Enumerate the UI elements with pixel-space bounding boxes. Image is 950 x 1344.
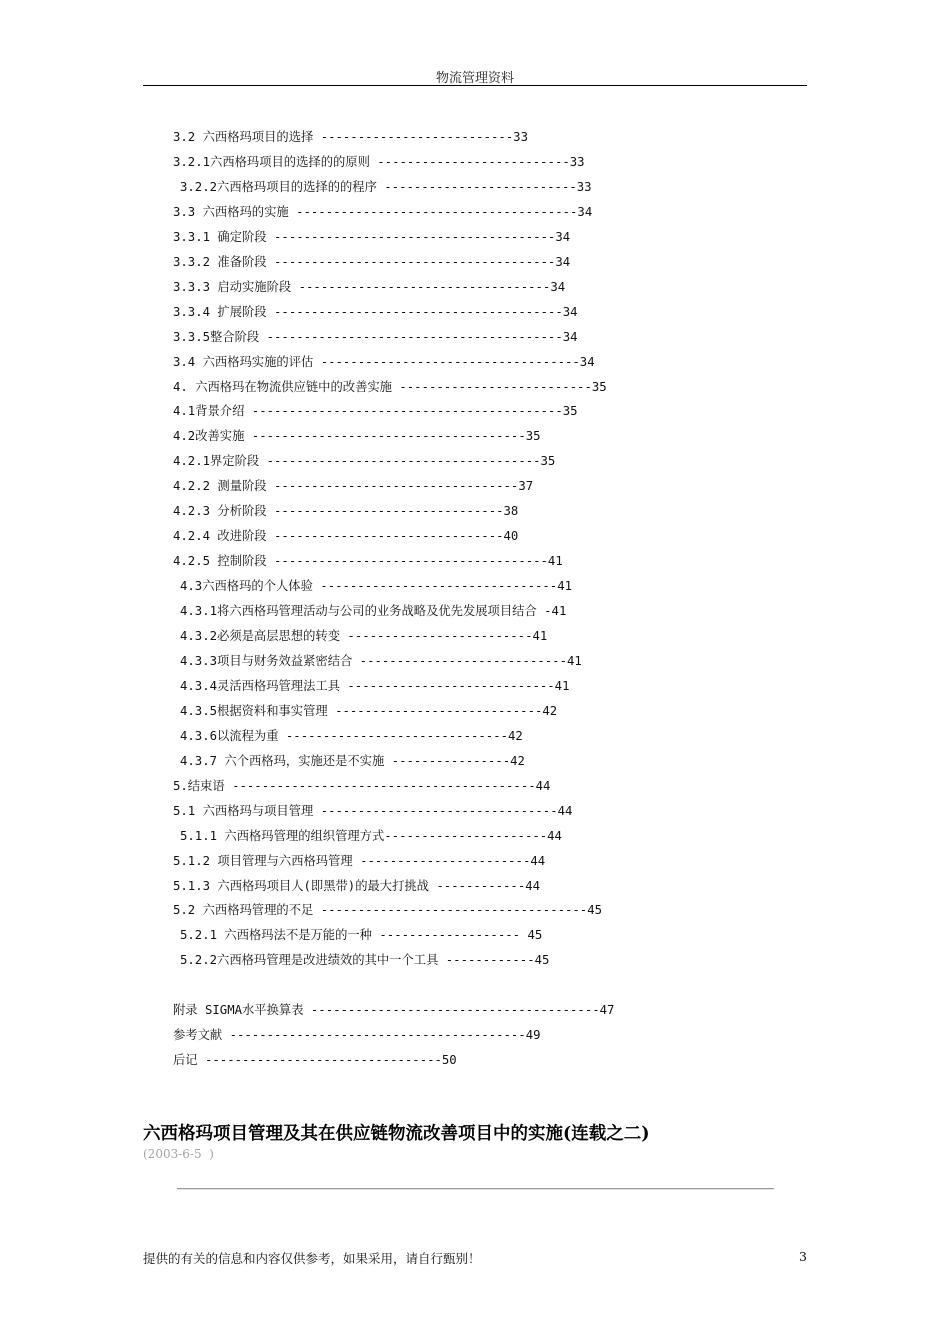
toc-entry: 4.1背景介绍 ------------------------------------------35 xyxy=(173,404,578,419)
page-number: 3 xyxy=(799,1249,807,1264)
toc-entry: 4.2.1界定阶段 -------------------------------------35 xyxy=(173,454,556,469)
toc-entry: 4. 六西格玛在物流供应链中的改善实施 --------------------------35 xyxy=(173,379,607,394)
page-header-title: 物流管理资料 xyxy=(435,71,514,86)
toc-entry: 4.3.6以流程为重 ------------------------------42 xyxy=(180,728,523,743)
toc-entry: 4.3.3项目与财务效益紧密结合 ----------------------------41 xyxy=(180,653,582,668)
toc-entry: 3.3.1 确定阶段 --------------------------------------34 xyxy=(173,229,571,244)
toc-entry: 3.3.2 准备阶段 --------------------------------------34 xyxy=(173,254,571,269)
article-title: 六西格玛项目管理及其在供应链物流改善项目中的实施(连载之二) xyxy=(143,1124,650,1144)
footer-disclaimer: 提供的有关的信息和内容仅供参考，如果采用，请自行甄别！ xyxy=(143,1251,481,1266)
toc-entry: 5.1.3 六西格玛项目人(即黑带)的最大打挑战 ------------44 xyxy=(173,878,541,893)
toc-entry: 后记 --------------------------------50 xyxy=(173,1053,457,1068)
toc-entry: 5.2.1 六西格玛法不是万能的一种 ------------------- 45 xyxy=(180,928,543,943)
toc-entry: 5.1 六西格玛与项目管理 --------------------------------44 xyxy=(173,803,573,818)
toc-entry: 5.2.2六西格玛管理是改进绩效的其中一个工具 ------------45 xyxy=(180,953,550,968)
toc-entry: 3.3.5整合阶段 ----------------------------------------34 xyxy=(173,329,578,344)
toc-entry: 4.2改善实施 -------------------------------------35 xyxy=(173,429,541,444)
toc-entry: 3.2 六西格玛项目的选择 --------------------------33 xyxy=(173,130,528,144)
toc-entry: 4.3.4灵活西格玛管理法工具 ----------------------------41 xyxy=(180,678,570,693)
toc-entry: 4.2.2 测量阶段 ---------------------------------37 xyxy=(173,479,534,494)
toc-entry: 5.1.1 六西格玛管理的组织管理方式----------------------44 xyxy=(180,828,562,843)
toc-entry: 4.3.2必须是高层思想的转变 -------------------------41 xyxy=(180,629,548,643)
toc-entry: 4.2.5 控制阶段 -------------------------------------41 xyxy=(173,554,563,569)
toc-entry: 附录 SIGMA水平换算表 ---------------------------------------47 xyxy=(173,1003,615,1018)
toc-entry: 3.3.3 启动实施阶段 ----------------------------------34 xyxy=(173,279,566,294)
toc-entry: 5.结束语 -----------------------------------------44 xyxy=(173,778,551,793)
toc-entry: 3.4 六西格玛实施的评估 -----------------------------------34 xyxy=(173,354,595,369)
toc-entry: 3.3.4 扩展阶段 ---------------------------------------34 xyxy=(173,304,578,319)
toc-entry: 4.2.3 分析阶段 -------------------------------38 xyxy=(173,504,519,519)
toc-entry: 5.2 六西格玛管理的不足 ------------------------------------45 xyxy=(173,903,603,918)
toc-entry: 参考文献 ----------------------------------------49 xyxy=(173,1028,541,1043)
toc-entry: 4.3六西格玛的个人体验 --------------------------------41 xyxy=(180,579,572,594)
toc-entry: 4.2.4 改进阶段 -------------------------------40 xyxy=(173,529,519,544)
toc-entry: 4.3.7 六个西格玛，实施还是不实施 ----------------42 xyxy=(180,753,525,768)
toc-entry: 3.2.1六西格玛项目的选择的的原则 --------------------------33 xyxy=(173,154,585,169)
article-date: (2003-6-5 ) xyxy=(143,1147,214,1161)
article-divider xyxy=(177,1188,774,1190)
toc-entry: 5.1.2 项目管理与六西格玛管理 -----------------------44 xyxy=(173,853,546,868)
toc-entry: 4.3.5根据资料和事实管理 ----------------------------42 xyxy=(180,703,558,718)
toc-entry: 3.3 六西格玛的实施 --------------------------------------34 xyxy=(173,204,593,219)
toc-entry: 4.3.1将六西格玛管理活动与公司的业务战略及优先发展项目结合 -41 xyxy=(180,604,567,619)
toc-entry: 3.2.2六西格玛项目的选择的的程序 --------------------------33 xyxy=(180,179,592,194)
